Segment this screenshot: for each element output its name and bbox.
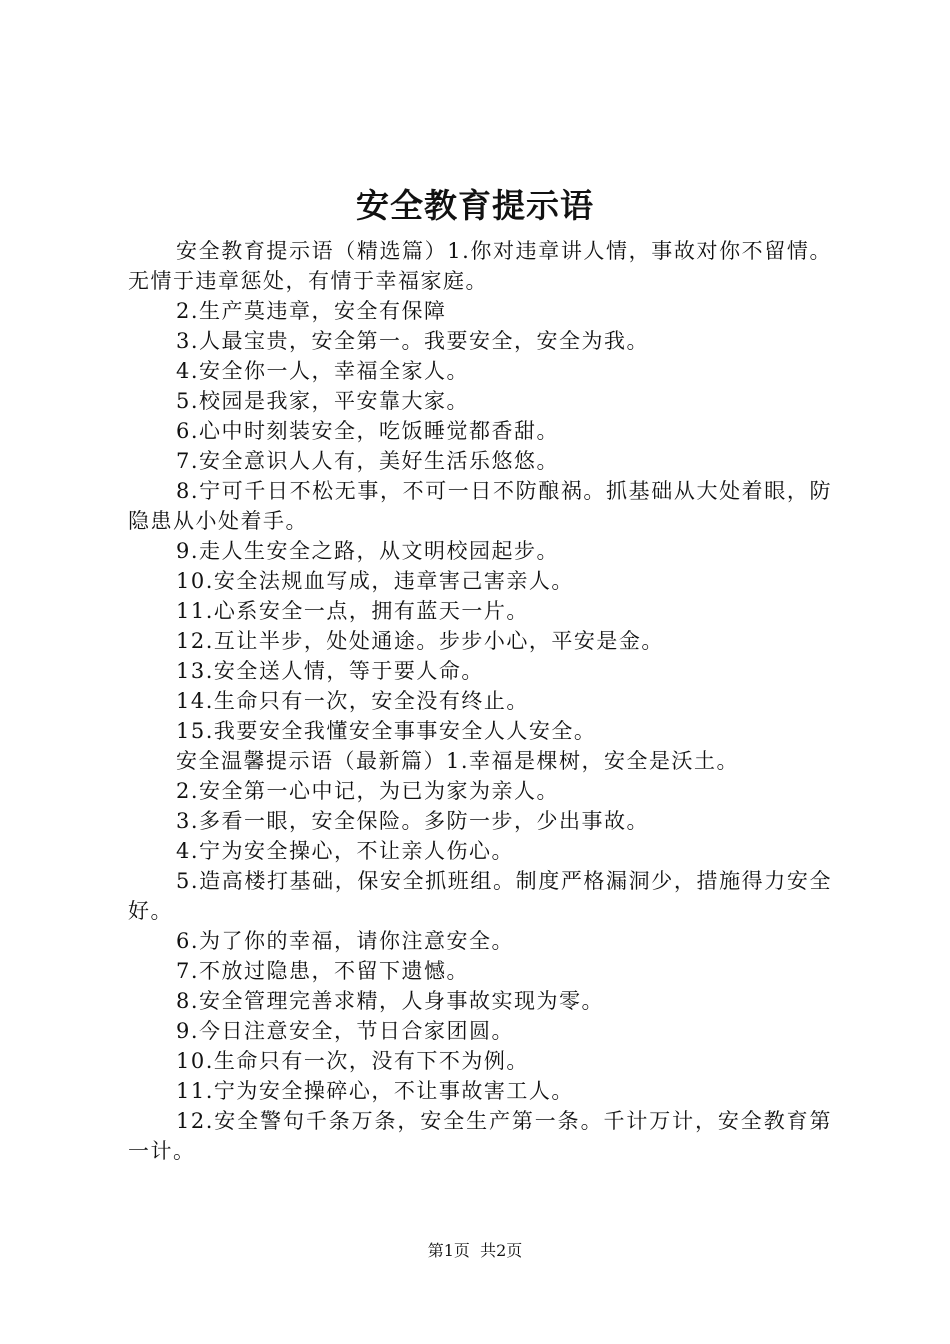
paragraph: 3.人最宝贵，安全第一。我要安全，安全为我。	[176, 329, 650, 353]
paragraph: 2.安全第一心中记，为已为家为亲人。	[176, 779, 560, 803]
paragraph: 4.宁为安全操心，不让亲人伤心。	[176, 839, 515, 863]
paragraph: 6.为了你的幸福，请你注意安全。	[176, 929, 515, 953]
paragraph: 8.宁可千日不松无事，不可一日不防酿祸。抓基础从大处着眼，防隐患从小处着手。	[128, 479, 832, 533]
paragraph: 7.不放过隐患，不留下遗憾。	[176, 959, 470, 983]
paragraph: 10.生命只有一次，没有下不为例。	[176, 1049, 529, 1073]
document-title: 安全教育提示语	[356, 186, 594, 225]
paragraph: 11.宁为安全操碎心，不让事故害工人。	[176, 1079, 574, 1103]
page-footer	[0, 1240, 950, 1262]
paragraph: 13.安全送人情，等于要人命。	[176, 659, 484, 683]
paragraph: 15.我要安全我懂安全事事安全人人安全。	[176, 719, 597, 743]
paragraph: 12.安全警句千条万条，安全生产第一条。千计万计，安全教育第一计。	[128, 1109, 832, 1163]
paragraph: 3.多看一眼，安全保险。多防一步，少出事故。	[176, 809, 650, 833]
paragraph: 9.今日注意安全，节日合家团圆。	[176, 1019, 515, 1043]
paragraph: 8.安全管理完善求精，人身事故实现为零。	[176, 989, 605, 1013]
paragraph: 5.校园是我家，平安靠大家。	[176, 389, 470, 413]
paragraph: 4.安全你一人，幸福全家人。	[176, 359, 470, 383]
paragraph: 10.安全法规血写成，违章害己害亲人。	[176, 569, 574, 593]
paragraph: 11.心系安全一点，拥有蓝天一片。	[176, 599, 529, 623]
document-body	[128, 236, 832, 1166]
paragraph: 安全温馨提示语（最新篇）1.幸福是棵树，安全是沃土。	[176, 749, 740, 773]
paragraph: 14.生命只有一次，安全没有终止。	[176, 689, 529, 713]
paragraph: 7.安全意识人人有，美好生活乐悠悠。	[176, 449, 560, 473]
paragraph: 12.互让半步，处处通途。步步小心，平安是金。	[176, 629, 664, 653]
page-number: 第1页 共2页	[427, 1241, 523, 1260]
paragraph: 9.走人生安全之路，从文明校园起步。	[176, 539, 560, 563]
paragraph: 6.心中时刻装安全，吃饭睡觉都香甜。	[176, 419, 560, 443]
paragraph: 安全教育提示语（精选篇）1.你对违章讲人情，事故对你不留情。无情于违章惩处，有情于幸福家庭。	[128, 239, 832, 293]
paragraph: 5.造高楼打基础，保安全抓班组。制度严格漏洞少，措施得力安全好。	[128, 869, 832, 923]
paragraph: 2.生产莫违章，安全有保障	[176, 299, 447, 323]
